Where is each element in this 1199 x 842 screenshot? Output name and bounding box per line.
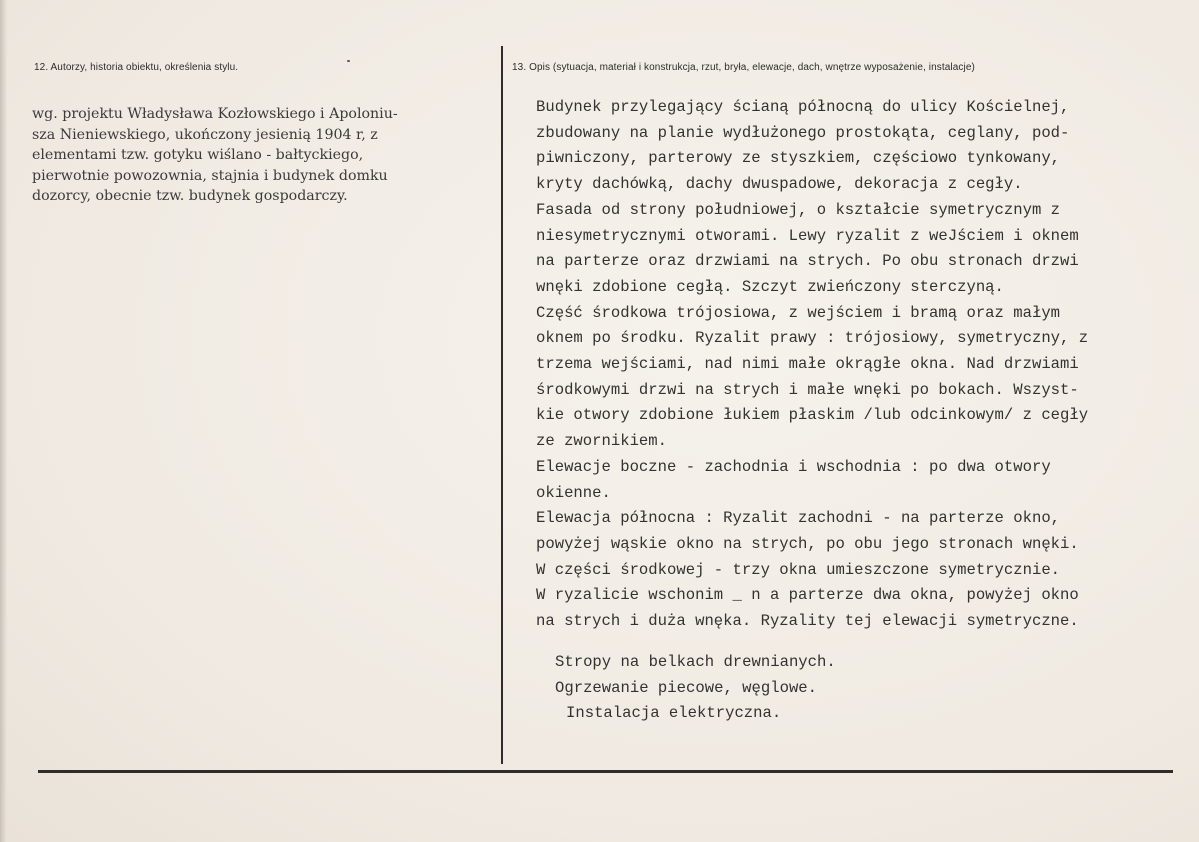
section-12-line: sza Nieniewskiego, ukończony jesienią 1904 r, z (32, 126, 378, 143)
section-13-line: trzema wejściami, nad nimi małe okrągłe okna. Nad drzwiami (536, 355, 1079, 374)
section-13-line: kryty dachówką, dachy dwuspadowe, dekoracja z cegły. (536, 175, 1023, 194)
section-13-notes (555, 650, 836, 727)
notes-line-ceilings: Stropy na belkach drewnianych. (555, 653, 836, 671)
section-13-body (536, 95, 1176, 635)
section-13-line: Budynek przylegający ścianą północną do ulicy Kościelnej, (536, 98, 1070, 116)
section-13-line: Fasada od strony południowej, o kształcie symetrycznym z (536, 200, 1061, 219)
section-13-line: Elewacja północna : Ryzalit zachodni - na parterze okno, (536, 509, 1061, 528)
section-12-heading: 12. Autorzy, historia obiektu, określenia stylu. (34, 62, 239, 73)
section-13-line: zbudowany na planie wydłużonego prostokąta, ceglany, pod- (536, 123, 1070, 142)
bottom-rule (38, 770, 1173, 773)
section-13-heading: 13. Opis (sytuacja, materiał i konstrukcja, rzut, bryła, elewacje, dach, wnętrze wyposażenie, instalacje) (512, 62, 975, 73)
section-13-line: okienne. (536, 483, 611, 502)
ink-speck (347, 60, 350, 62)
section-13-line: na strych i duża wnęka. Ryzality tej elewacji symetryczne. (536, 612, 1079, 631)
section-13-line: W ryzalicie wschonim _ n a parterze dwa okna, powyżej okno (536, 586, 1079, 605)
section-13-line: niesymetrycznymi otworami. Lewy ryzalit z weJściem i oknem (536, 226, 1079, 245)
section-13-line: Elewacje boczne - zachodnia i wschodnia : po dwa otwory (536, 457, 1051, 476)
section-13-line: oknem po środku. Ryzalit prawy : trójosiowy, symetryczny, z (536, 329, 1089, 348)
notes-line-heating: Ogrzewanie piecowe, węglowe. (555, 678, 818, 697)
section-13-line: kie otwory zdobione łukiem płaskim /lub odcinkowym/ z cegły (536, 406, 1089, 425)
section-13-line: wnęki zdobione cegłą. Szczyt zwieńczony sterczyną. (536, 277, 1004, 296)
section-12-line: elementami tzw. gotyku wiślano - bałtyckiego, (32, 147, 364, 163)
page-edge-shadow (0, 0, 7, 842)
section-12-line: pierwotnie powozownia, stajnia i budynek domku (32, 167, 388, 184)
column-divider-vertical (501, 46, 503, 764)
section-12-body (32, 104, 472, 207)
section-13-line: środkowymi drzwi na strych i małe wnęki po bokach. Wszyst- (536, 380, 1079, 399)
section-13-line: na parterze oraz drzwiami na strych. Po obu stronach drzwi (536, 252, 1079, 271)
section-12-line: wg. projektu Władysława Kozłowskiego i Apoloniu- (32, 106, 398, 122)
section-13-line: ze zwornikiem. (536, 432, 668, 451)
section-13-line: Część środkowa trójosiowa, z wejściem i bramą oraz małym (536, 303, 1061, 322)
section-13-line: powyżej wąskie okno na strych, po obu jego stronach wnęki. (536, 534, 1079, 553)
notes-line-electrical: Instalacja elektryczna. (566, 704, 782, 722)
section-12-line: dozorcy, obecnie tzw. budynek gospodarczy. (32, 188, 348, 204)
section-13-line: W części środkowej - trzy okna umieszczone symetrycznie. (536, 560, 1061, 579)
section-13-line: piwniczony, parterowy ze styszkiem, częściowo tynkowany, (536, 149, 1061, 168)
